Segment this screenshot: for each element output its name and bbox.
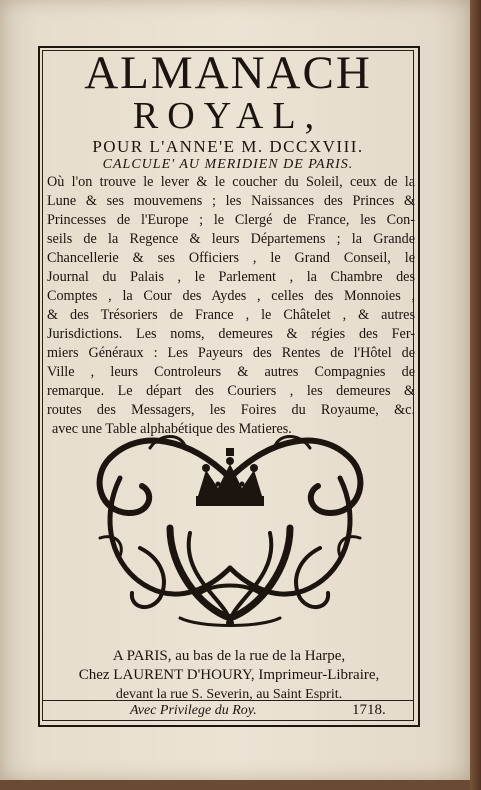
description-line: Chancellerie & ses Officiers , le Grand Conseil, le (47, 250, 415, 266)
description-line: Comptes , la Cour des Aydes , celles des Monnoies , (47, 288, 415, 304)
description-line: Ville , leurs Controleurs & autres Compagnies de (47, 364, 415, 380)
publication-year: 1718. (352, 702, 386, 718)
year-line: POUR L'ANNE'E M. DCCXVIII. (92, 137, 364, 156)
description-line: avec une Table alphabétique des Matieres. (52, 421, 292, 437)
description-line: & des Trésoriers de France , le Châtelet , & autres (47, 307, 415, 323)
title-almanach: ALMANACH (84, 47, 372, 99)
book-binding-edge (470, 0, 481, 790)
description-line: seils de la Regence & leurs Départemens ; la Grande (47, 231, 415, 247)
description-line: Jurisdictions. Les noms, demeures & régies des Fer- (47, 326, 415, 342)
meridian-line: CALCULE' AU MERIDIEN DE PARIS. (102, 157, 354, 172)
description-line: Princesses de l'Europe ; le Clergé de France, les Con- (47, 212, 415, 228)
imprint-address: devant la rue S. Severin, au Saint Esprit. (115, 687, 343, 702)
description-line: routes des Messagers, les Foires du Royaume, &c. (47, 402, 415, 418)
description-line: Lune & ses mouvemens ; les Naissances des Princes & (47, 193, 415, 209)
description-line: remarque. Le départ des Couriers , les demeures & (47, 383, 415, 399)
description-line: miers Généraux : Les Payeurs des Rentes de l'Hôtel de (47, 345, 415, 361)
imprint-place: A PARIS, au bas de la rue de la Harpe, (112, 648, 346, 664)
title-royal: ROYAL, (132, 95, 324, 137)
description-line: Où l'on trouve le lever & le coucher du Soleil, ceux de la (47, 174, 415, 190)
imprint-printer: Chez LAURENT D'HOURY, Imprimeur-Libraire, (78, 667, 380, 683)
description-line: Journal du Palais , le Parlement , la Chambre des (47, 269, 415, 285)
footer-rule (42, 700, 413, 701)
privilege-line: Avec Privilege du Roy. (130, 703, 257, 718)
royal-crown-monogram-ornament (80, 418, 380, 633)
